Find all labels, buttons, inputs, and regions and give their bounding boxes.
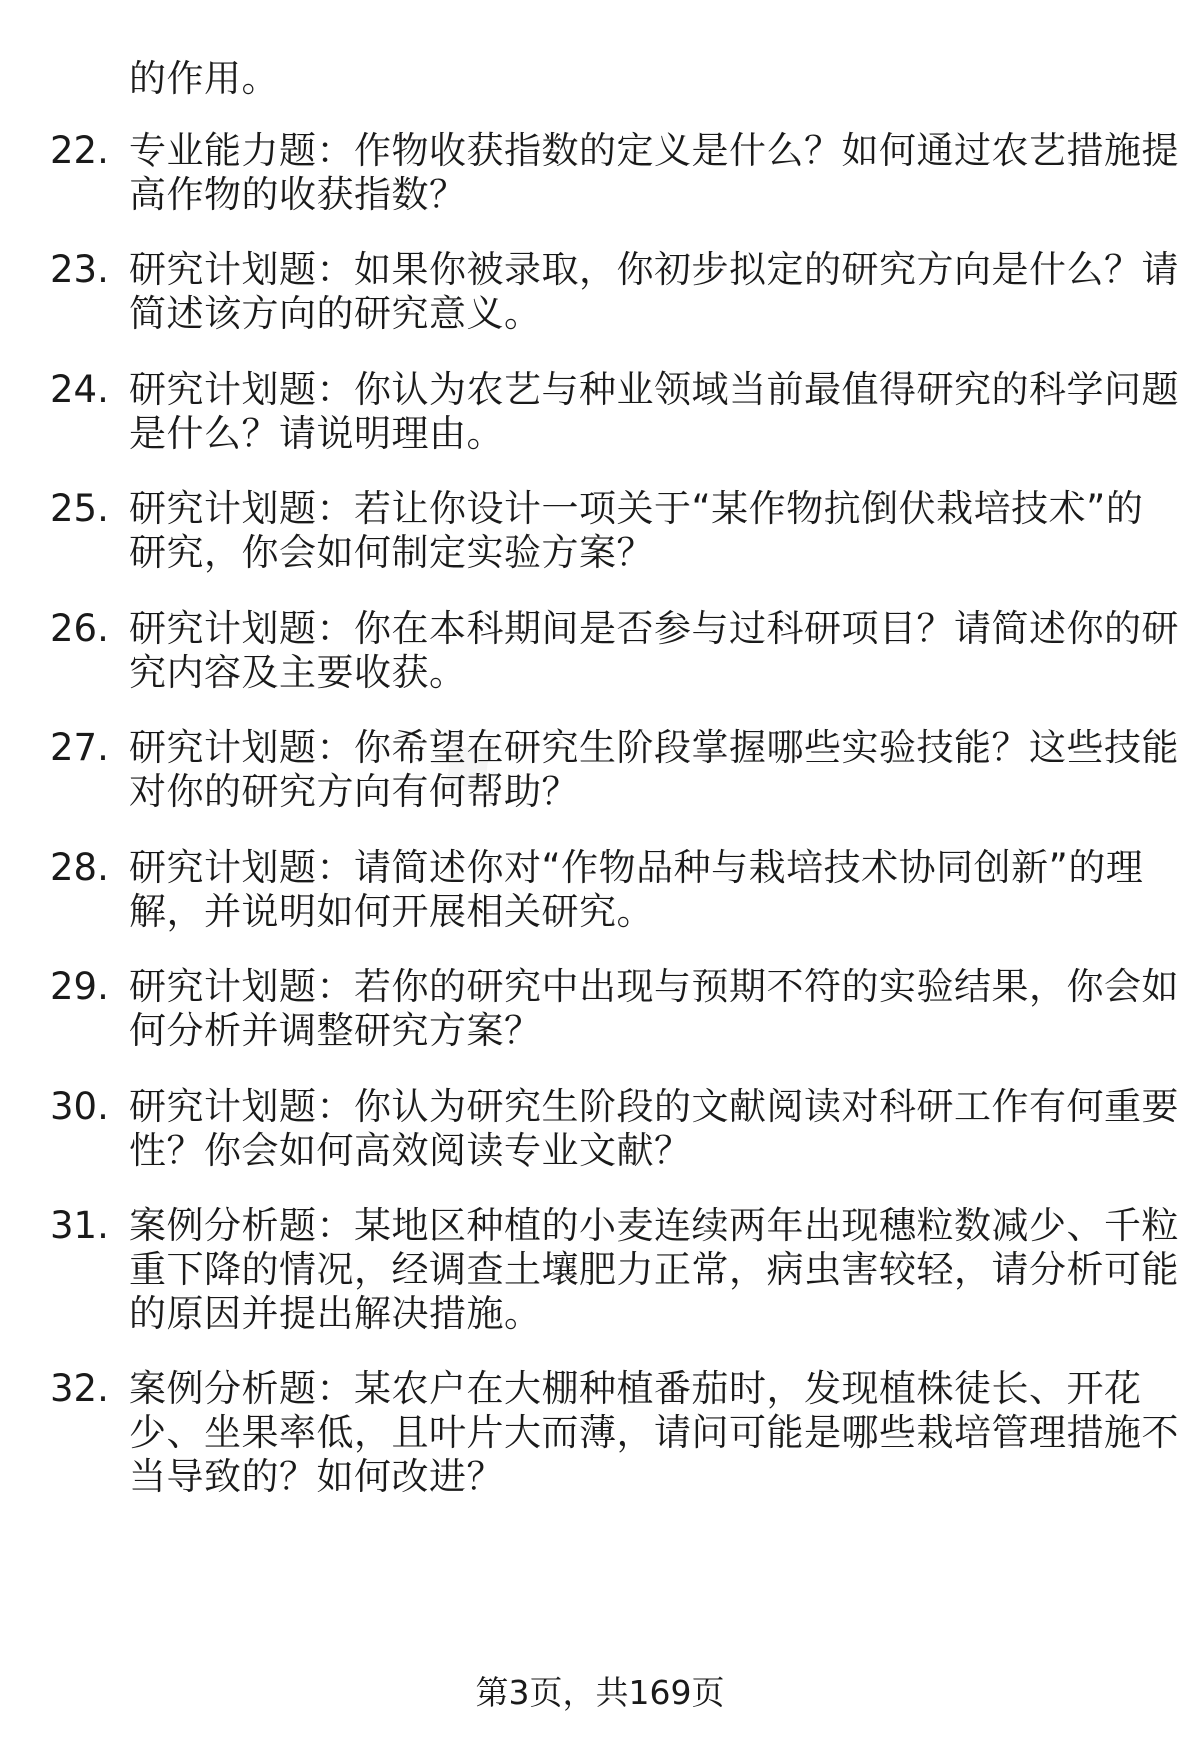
question-line: 的原因并提出解决措施。 — [129, 1292, 542, 1335]
question-line: 案例分析题：某农户在大棚种植番茄时，发现植株徒长、开花 — [129, 1367, 1142, 1410]
question-line: 案例分析题：某地区种植的小麦连续两年出现穗粒数减少、千粒 — [129, 1204, 1179, 1247]
question-line: 研究计划题：若让你设计一项关于“某作物抗倒伏栽培技术”的 — [129, 487, 1144, 530]
question-number: 27. — [50, 726, 109, 769]
question-line: 研究计划题：你认为研究生阶段的文献阅读对科研工作有何重要 — [129, 1085, 1179, 1128]
question-line: 当导致的？如何改进？ — [129, 1455, 504, 1498]
continuation-text: 的作用。 — [129, 57, 279, 100]
question-line: 研究计划题：你希望在研究生阶段掌握哪些实验技能？这些技能 — [129, 726, 1179, 769]
question-number: 23. — [50, 248, 109, 291]
question-number: 29. — [50, 965, 109, 1008]
page-footer: 第3页，共169页 — [475, 1673, 725, 1712]
question-line: 高作物的收获指数？ — [129, 173, 467, 216]
question-line: 重下降的情况，经调查土壤肥力正常，病虫害较轻，请分析可能 — [129, 1248, 1179, 1291]
question-line: 研究计划题：请简述你对“作物品种与栽培技术协同创新”的理 — [129, 846, 1144, 889]
question-number: 32. — [50, 1367, 109, 1410]
question-number: 22. — [50, 129, 109, 172]
question-number: 30. — [50, 1085, 109, 1128]
question-line: 性？你会如何高效阅读专业文献？ — [129, 1129, 692, 1172]
question-line: 研究计划题：你认为农艺与种业领域当前最值得研究的科学问题 — [129, 368, 1179, 411]
question-number: 24. — [50, 368, 109, 411]
question-line: 何分析并调整研究方案？ — [129, 1009, 542, 1052]
question-line: 研究计划题：若你的研究中出现与预期不符的实验结果，你会如 — [129, 965, 1179, 1008]
question-number: 25. — [50, 487, 109, 530]
question-line: 少、坐果率低，且叶片大而薄，请问可能是哪些栽培管理措施不 — [129, 1411, 1179, 1454]
question-line: 简述该方向的研究意义。 — [129, 292, 542, 335]
question-line: 解，并说明如何开展相关研究。 — [129, 890, 654, 933]
question-line: 究内容及主要收获。 — [129, 651, 467, 694]
question-line: 是什么？请说明理由。 — [129, 412, 504, 455]
question-line: 研究计划题：如果你被录取，你初步拟定的研究方向是什么？请 — [129, 248, 1179, 291]
question-line: 专业能力题：作物收获指数的定义是什么？如何通过农艺措施提 — [129, 129, 1179, 172]
question-number: 28. — [50, 846, 109, 889]
question-line: 研究计划题：你在本科期间是否参与过科研项目？请简述你的研 — [129, 607, 1179, 650]
question-line: 对你的研究方向有何帮助？ — [129, 770, 579, 813]
question-number: 31. — [50, 1204, 109, 1247]
question-number: 26. — [50, 607, 109, 650]
question-line: 研究，你会如何制定实验方案？ — [129, 531, 654, 574]
